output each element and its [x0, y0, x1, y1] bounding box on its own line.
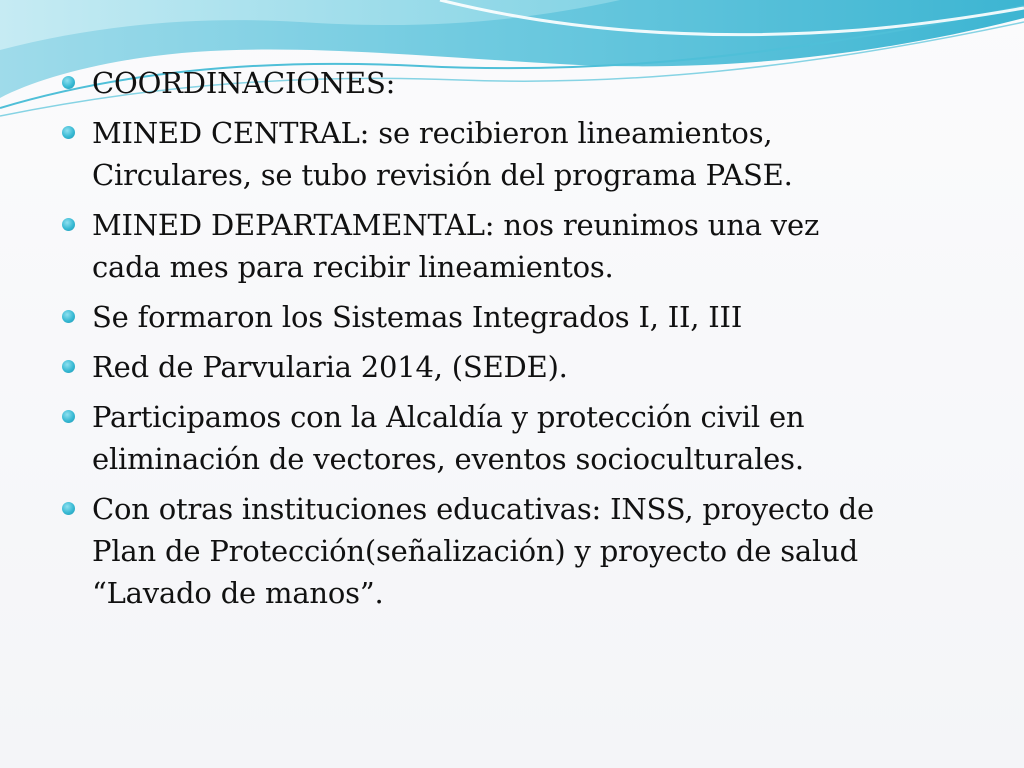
bullet-text	[92, 62, 962, 104]
bullet-dot-icon	[62, 76, 75, 89]
bullet-text-line: Participamos con la Alcaldía y protección civil en	[92, 400, 805, 434]
bullet-text-line: Plan de Protección(señalización) y proyecto de salud	[92, 534, 858, 568]
bullet-text-line: Circulares, se tubo revisión del programa PASE.	[92, 158, 793, 192]
bullet-text	[92, 396, 962, 480]
bullet-text	[92, 204, 962, 288]
bullet-item	[62, 112, 962, 196]
bullet-text-line: eliminación de vectores, eventos socioculturales.	[92, 442, 804, 476]
bullet-text-line: Con otras instituciones educativas: INSS, proyecto de	[92, 492, 874, 526]
bullet-text-line: “Lavado de manos”.	[92, 576, 384, 610]
bullet-list	[62, 62, 962, 614]
bullet-item	[62, 488, 962, 614]
bullet-text-line: Se formaron los Sistemas Integrados I, II, III	[92, 300, 743, 334]
bullet-dot-icon	[62, 502, 75, 515]
bullet-item	[62, 62, 962, 104]
bullet-item	[62, 296, 962, 338]
bullet-text	[92, 112, 962, 196]
bullet-text	[92, 488, 962, 614]
bullet-item	[62, 396, 962, 480]
bullet-item	[62, 346, 962, 388]
bullet-text-line: MINED CENTRAL: se recibieron lineamientos,	[92, 116, 773, 150]
slide-content	[62, 62, 962, 622]
bullet-text-line: MINED DEPARTAMENTAL: nos reunimos una vez	[92, 208, 820, 242]
bullet-dot-icon	[62, 360, 75, 373]
bullet-dot-icon	[62, 310, 75, 323]
bullet-dot-icon	[62, 126, 75, 139]
bullet-text	[92, 346, 962, 388]
bullet-text-line: cada mes para recibir lineamientos.	[92, 250, 614, 284]
bullet-item	[62, 204, 962, 288]
bullet-dot-icon	[62, 410, 75, 423]
bullet-text-line: Red de Parvularia 2014, (SEDE).	[92, 350, 568, 384]
bullet-text-line: COORDINACIONES:	[92, 66, 396, 100]
bullet-dot-icon	[62, 218, 75, 231]
bullet-text	[92, 296, 962, 338]
